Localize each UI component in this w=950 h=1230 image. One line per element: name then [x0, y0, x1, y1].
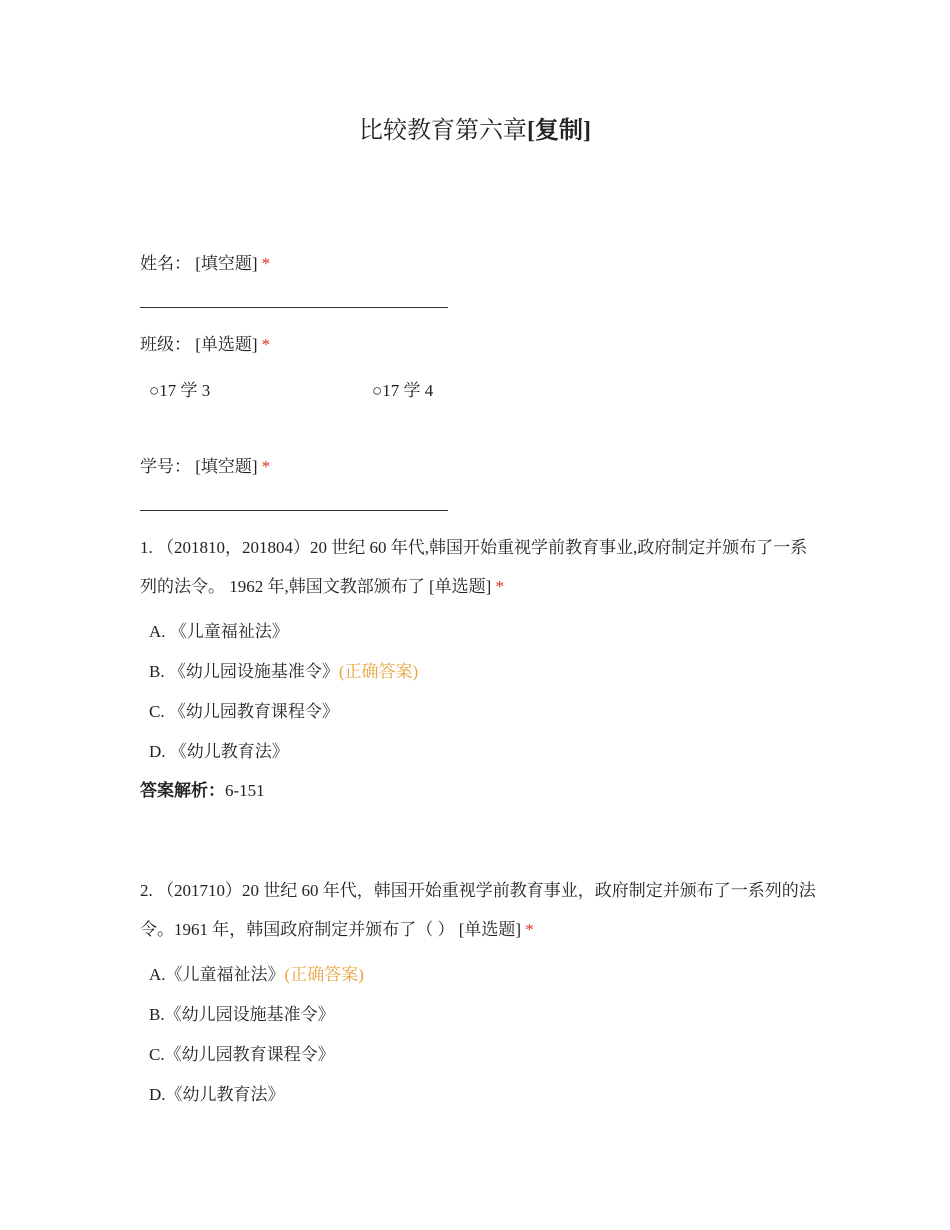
- name-input-line[interactable]: [140, 307, 448, 308]
- required-mark: *: [261, 335, 271, 354]
- question-1-option-b[interactable]: B. 《幼儿园设施基准令》(正确答案): [149, 662, 419, 681]
- student-id-type: [填空题]: [195, 457, 258, 476]
- question-1-type: [单选题]: [429, 577, 492, 596]
- name-type: [填空题]: [195, 254, 258, 273]
- correct-answer-tag: (正确答案): [338, 662, 419, 681]
- question-1-option-d[interactable]: D. 《幼儿教育法》: [149, 742, 289, 761]
- required-mark: *: [261, 457, 271, 476]
- question-1-option-a[interactable]: A. 《儿童福祉法》: [149, 622, 289, 641]
- student-id-question: [140, 456, 270, 478]
- analysis-label: 答案解析：: [140, 781, 225, 801]
- required-mark: *: [525, 920, 534, 939]
- question-1-text: 1. （201810，201804）20 世纪 60 年代,韩国开始重视学前教育事业,政府制定并颁布了一系列的法令。 1962 年,韩国文教部颁布了 [单选题] *: [140, 538, 808, 596]
- class-label: 班级：: [140, 335, 191, 354]
- class-question: [140, 334, 270, 356]
- required-mark: *: [495, 577, 504, 596]
- required-mark: *: [261, 254, 271, 273]
- class-type: [单选题]: [195, 335, 258, 354]
- question-2-option-c[interactable]: C.《幼儿园教育课程令》: [149, 1045, 335, 1064]
- correct-answer-tag: (正确答案): [284, 965, 364, 984]
- student-id-input-line[interactable]: [140, 510, 448, 511]
- class-option-2[interactable]: ○17 学 4: [372, 381, 434, 400]
- question-2-option-a[interactable]: A.《儿童福祉法》(正确答案): [149, 965, 364, 984]
- question-2-text: 2. （201710）20 世纪 60 年代，韩国开始重视学前教育事业，政府制定并颁布了一系列的法令。1961 年，韩国政府制定并颁布了（ ） [单选题] *: [140, 881, 816, 939]
- student-id-label: 学号：: [140, 457, 191, 476]
- title-suffix: [复制]: [527, 118, 591, 144]
- page-title: [0, 110, 950, 145]
- question-2-type: [单选题]: [458, 920, 522, 939]
- question-2-option-b[interactable]: B.《幼儿园设施基准令》: [149, 1005, 335, 1024]
- class-option-1[interactable]: ○17 学 3: [149, 381, 211, 400]
- name-label: 姓名：: [140, 254, 191, 273]
- name-question: [140, 253, 270, 275]
- analysis-value: 6-151: [225, 781, 265, 800]
- question-1-option-c[interactable]: C. 《幼儿园教育课程令》: [149, 702, 339, 721]
- title-main: 比较教育第六章: [359, 118, 527, 144]
- question-1-analysis: [140, 780, 265, 802]
- question-2-option-d[interactable]: D.《幼儿教育法》: [149, 1085, 285, 1104]
